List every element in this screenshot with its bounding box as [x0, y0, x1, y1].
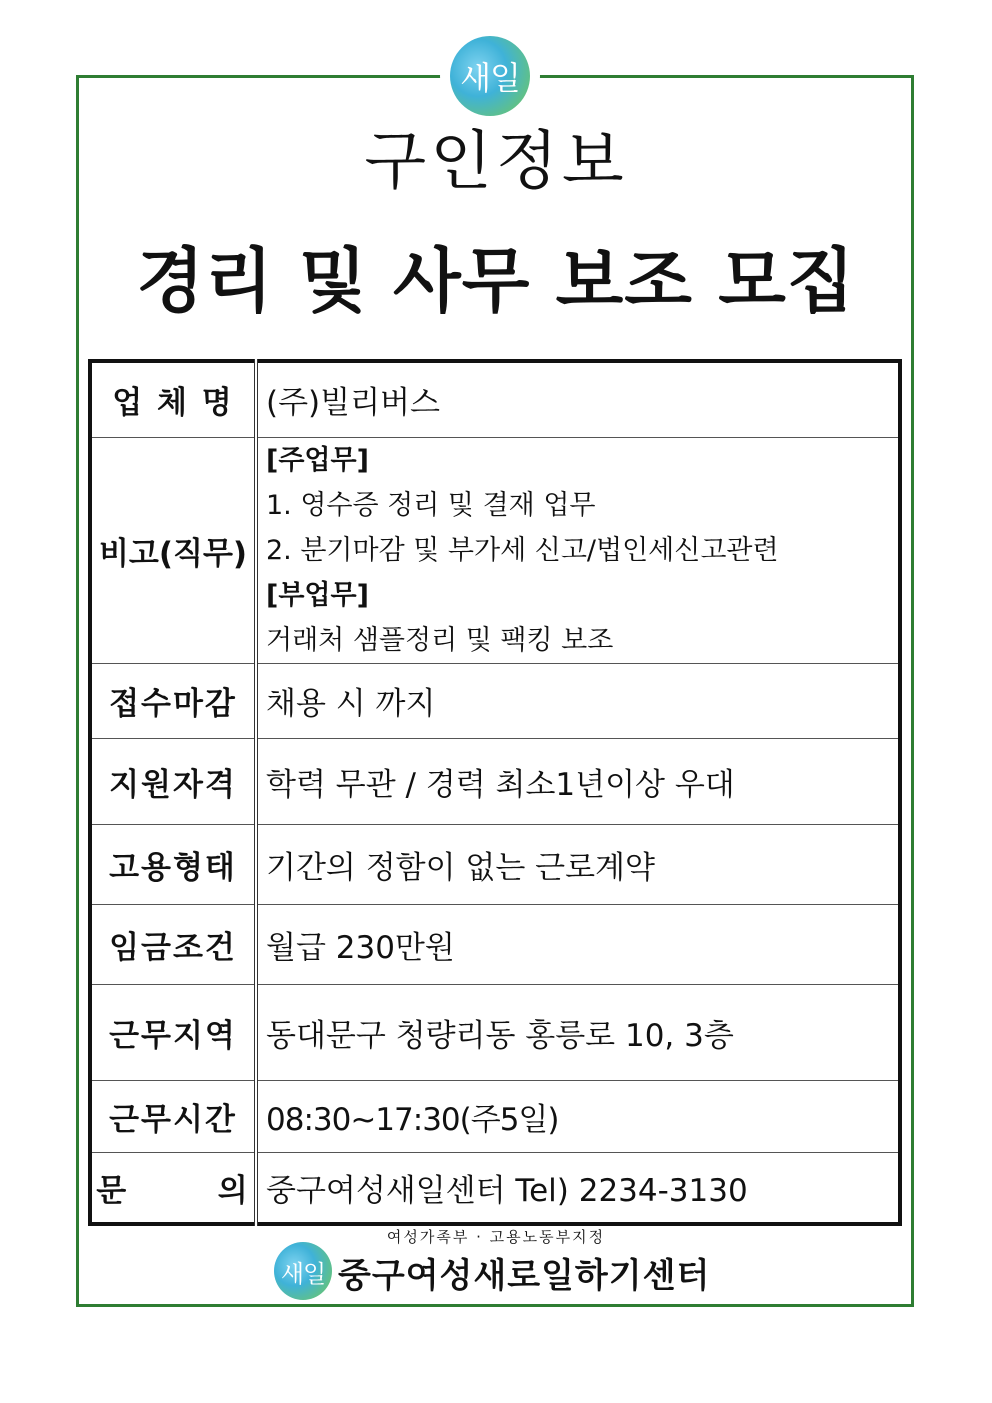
row-location: [90, 984, 900, 1080]
value-contact: 중구여성새일센터 Tel) 2234-3130: [256, 1152, 900, 1224]
label-company: 업 체 명: [90, 361, 256, 437]
row-hours: [90, 1080, 900, 1152]
label-location: 근무지역: [90, 984, 256, 1080]
label-contact: 문 의: [90, 1152, 256, 1224]
row-contact: [90, 1152, 900, 1224]
row-duties: [90, 437, 900, 663]
value-deadline: 채용 시 까지: [256, 663, 900, 738]
label-qualification: 지원자격: [90, 738, 256, 824]
value-wage: 월급 230만원: [256, 904, 900, 984]
label-duties: 비고(직무): [90, 437, 256, 663]
row-employment-type: [90, 824, 900, 904]
job-info-table: [88, 359, 902, 1226]
duties-main-title: [주업무]: [266, 444, 369, 476]
row-wage: [90, 904, 900, 984]
row-deadline: [90, 663, 900, 738]
page-kicker: 구인정보: [364, 125, 628, 199]
duties-sub-title: [부업무]: [266, 579, 369, 611]
saeil-logo-bottom: 새일: [274, 1242, 332, 1300]
footer-designation: 여성가족부 · 고용노동부지정: [386, 1228, 606, 1246]
row-qualification: [90, 738, 900, 824]
saeil-logo-top: 새일: [450, 36, 530, 116]
duties-main-item: 1. 영수증 정리 및 결재 업무: [266, 489, 596, 521]
label-hours: 근무시간: [90, 1080, 256, 1152]
footer-org-name: 중구여성새로일하기센터: [338, 1256, 711, 1296]
duties-main-item: 2. 분기마감 및 부가세 신고/법인세신고관련: [266, 534, 779, 566]
value-location: 동대문구 청량리동 홍릉로 10, 3층: [256, 984, 900, 1080]
label-deadline: 접수마감: [90, 663, 256, 738]
value-qualification: 학력 무관 / 경력 최소1년이상 우대: [256, 738, 900, 824]
duties-sub-item: 거래처 샘플정리 및 팩킹 보조: [266, 624, 614, 656]
row-company: [90, 361, 900, 437]
value-duties: [256, 437, 900, 663]
label-employment-type: 고용형태: [90, 824, 256, 904]
value-employment-type: 기간의 정함이 없는 근로계약: [256, 824, 900, 904]
label-wage: 임금조건: [90, 904, 256, 984]
value-hours: 08:30~17:30(주5일): [256, 1080, 900, 1152]
value-company: (주)빌리버스: [256, 361, 900, 437]
page-title: 경리 및 사무 보조 모집: [136, 240, 856, 322]
